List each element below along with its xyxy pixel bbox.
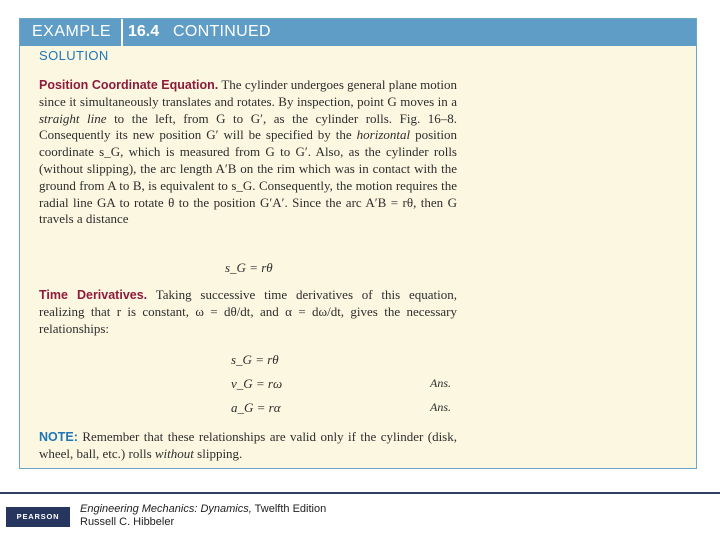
footer-divider xyxy=(0,492,720,494)
derivatives-text: Taking successive time derivatives of this equation, realizing that r is constant, ω = dθ/dt, and α = dω/dt, gives the necessary relationships: xyxy=(39,287,458,336)
derivatives-paragraph xyxy=(39,287,457,337)
book-title: Engineering Mechanics: Dynamics, xyxy=(80,503,252,515)
position-italic-2: horizontal xyxy=(356,127,411,143)
example-header xyxy=(20,19,696,46)
example-number: 16.4 xyxy=(128,23,160,40)
book-author: Russell C. Hibbeler xyxy=(80,516,175,528)
answer-label: Ans. xyxy=(430,400,451,414)
position-text-3: position coordinate s_G, which is measured from G to G′. Also, as the cylinder rolls (without slipping), the arc length A′B on the rim which was in contact with the ground from A to B, is equivalent to s_G. Consequently, the motion requires the radial line GA to rotate θ to the position G′A′. Since the arc A′B = rθ, then G travels a distance xyxy=(39,127,458,227)
example-panel xyxy=(19,18,697,469)
note-label: NOTE: xyxy=(39,430,78,444)
position-text-2: to the left, from G to G′, as the cylinder rolls. Fig. 16–8. Consequently its new position G′ will be specified by the xyxy=(39,110,458,143)
position-text-1: The cylinder undergoes general plane motion since it simultaneously translates and rotates. By inspection, point G moves in a xyxy=(39,77,457,109)
equation-row: v_G = rω xyxy=(231,376,283,391)
book-citation xyxy=(80,503,326,529)
equation-row: a_G = rα xyxy=(231,400,281,415)
equation-row: s_G = rθ xyxy=(231,352,279,367)
example-label: EXAMPLE xyxy=(32,23,112,40)
book-edition: Twelfth Edition xyxy=(254,503,327,515)
note-text-2: slipping. xyxy=(197,445,243,461)
solution-heading: SOLUTION xyxy=(39,48,109,63)
position-heading: Position Coordinate Equation. xyxy=(39,78,219,92)
derivatives-heading: Time Derivatives. xyxy=(39,288,148,302)
note-paragraph xyxy=(39,429,457,463)
equation-position: s_G = rθ xyxy=(225,260,273,275)
note-italic: without xyxy=(154,445,194,461)
answer-label: Ans. xyxy=(430,376,451,390)
position-paragraph xyxy=(39,77,457,228)
continued-label: CONTINUED xyxy=(173,23,271,40)
position-italic-1: straight line xyxy=(39,110,107,126)
note-text-1: Remember that these relationships are valid only if the cylinder (disk, wheel, ball, etc.) rolls xyxy=(39,429,457,461)
pearson-logo: PEARSON xyxy=(6,507,70,527)
header-divider xyxy=(121,19,123,46)
